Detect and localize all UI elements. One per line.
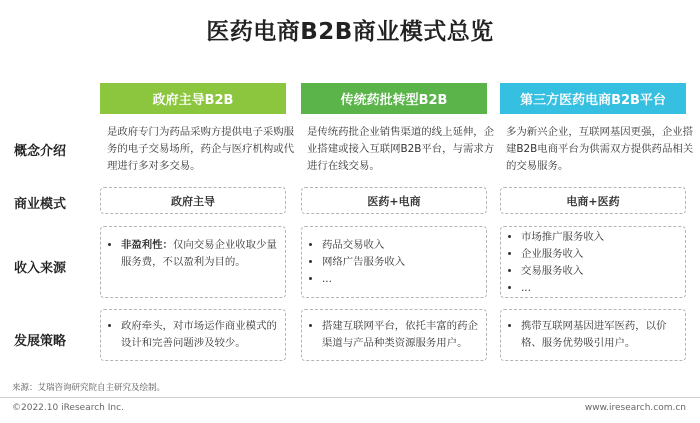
nonprofit-text: 仅向交易企业收取少量服务费，不以盈利为目的。 — [121, 239, 277, 268]
model-cell-traditional: 医药+电商 — [301, 187, 487, 214]
footer-divider — [0, 397, 700, 398]
model-cell-third-party: 电商+医药 — [500, 187, 686, 214]
list-item: • 网络广告服务收入 — [322, 254, 478, 271]
strategy-cell-government — [100, 309, 286, 361]
list-item: • 企业服务收入 — [521, 246, 677, 263]
copyright-text: ©2022.10 iResearch Inc. — [12, 403, 124, 413]
concept-cell-government: 是政府专门为药品采购方提供电子采购服务的电子交易场所，药企与医疗机构或代理进行多对多交易。 — [107, 126, 295, 172]
list-item: • 交易服务收入 — [521, 263, 677, 280]
column-header-traditional-wholesale: 传统药批转型B2B — [301, 83, 487, 114]
strategy-cell-third-party — [500, 309, 686, 361]
row-label-business-model: 商业模式 — [14, 197, 67, 212]
column-header-third-party: 第三方医药电商B2B平台 — [500, 83, 686, 114]
list-item: • 市场推广服务收入 — [521, 229, 677, 246]
list-item: • 搭建互联网平台，依托丰富的药企渠道与产品种类资源服务用户。 — [322, 318, 478, 352]
concept-cell-third-party: 多为新兴企业，互联网基因更强，企业搭建B2B电商平台为供需双方提供药品相关的交易服务。 — [506, 126, 694, 172]
nonprofit-label: 非盈利性： — [121, 239, 173, 251]
revenue-cell-traditional — [301, 226, 487, 298]
website-link[interactable]: www.iresearch.com.cn — [584, 403, 686, 413]
row-label-revenue: 收入来源 — [14, 261, 67, 276]
page-title: 医药电商B2B商业模式总览 — [206, 19, 494, 45]
model-cell-government: 政府主导 — [100, 187, 286, 214]
strategy-cell-traditional — [301, 309, 487, 361]
list-item: • 政府牵头，对市场运作商业模式的设计和完善问题涉及较少。 — [121, 318, 277, 352]
concept-cell-traditional: 是传统药批企业销售渠道的线上延伸，企业搭建或接入互联网B2B平台，与需求方进行在线交易。 — [307, 126, 495, 172]
row-label-concept: 概念介绍 — [14, 144, 67, 159]
source-note: 来源：艾瑞咨询研究院自主研究及绘制。 — [12, 383, 166, 393]
list-item: • ... — [322, 271, 478, 288]
revenue-cell-third-party — [500, 226, 686, 298]
list-item: • 携带互联网基因进军医药，以价格、服务优势吸引用户。 — [521, 318, 677, 352]
list-item: • ... — [521, 280, 677, 297]
list-item — [121, 237, 277, 271]
list-item: • 药品交易收入 — [322, 237, 478, 254]
column-header-government: 政府主导B2B — [100, 83, 286, 114]
revenue-cell-government — [100, 226, 286, 298]
row-label-strategy: 发展策略 — [14, 334, 67, 349]
